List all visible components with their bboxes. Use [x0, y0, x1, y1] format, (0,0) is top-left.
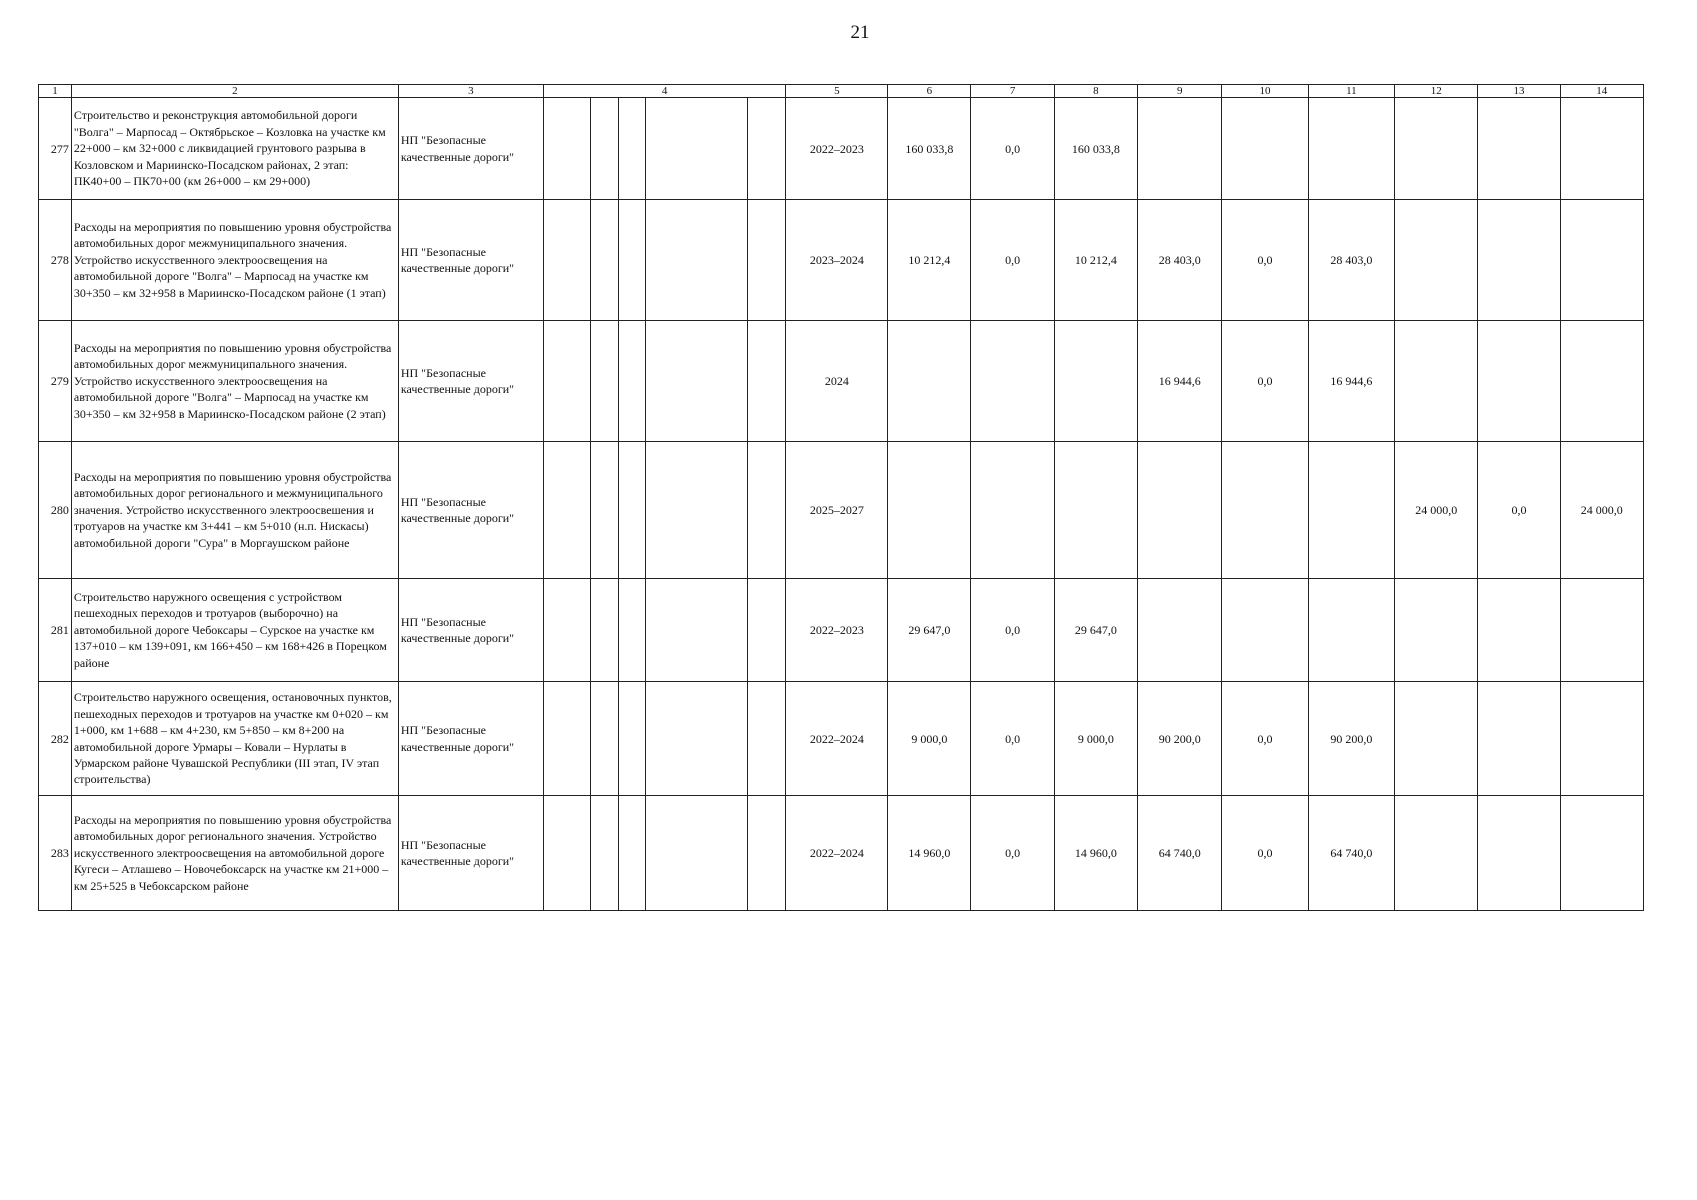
row-period: 2023–2024: [786, 200, 888, 321]
value-cell-c11: 28 403,0: [1308, 200, 1394, 321]
column-header: 7: [971, 85, 1054, 98]
column-header: 9: [1138, 85, 1222, 98]
value-cell-c8: 9 000,0: [1054, 682, 1137, 796]
row-number: 277: [39, 98, 72, 200]
column-4-subcell: [591, 321, 619, 442]
value-cell-c12: [1395, 200, 1478, 321]
column-header: 3: [398, 85, 543, 98]
value-cell-c11: [1308, 579, 1394, 682]
value-cell-c11: [1308, 442, 1394, 579]
value-cell-c10: 0,0: [1222, 321, 1308, 442]
value-cell-c8: 14 960,0: [1054, 796, 1137, 911]
row-number: 278: [39, 200, 72, 321]
row-organization: НП "Безопасные качественные дороги": [398, 98, 543, 200]
value-cell-c8: 160 033,8: [1054, 98, 1137, 200]
row-description: Расходы на мероприятия по повышению уровня обустройства автомобильных дорог регионального и межмуниципального значения. Устройство искусственного электроосвешения и тротуаров на участке км 3+441 – км 5+010 (н.п. Нискасы) автомобильной дороги "Сура" в Моргаушском районе: [71, 442, 398, 579]
row-number: 280: [39, 442, 72, 579]
column-4-subcell: [591, 579, 619, 682]
value-cell-c14: [1560, 682, 1643, 796]
value-cell-c12: [1395, 321, 1478, 442]
value-cell-c13: [1478, 579, 1560, 682]
value-cell-c11: [1308, 98, 1394, 200]
column-4-subcell: [543, 98, 590, 200]
column-4-subcell: [645, 682, 748, 796]
table-row: [39, 442, 1644, 579]
column-4-subcell: [543, 796, 590, 911]
column-4-subcell: [591, 682, 619, 796]
value-cell-c13: [1478, 321, 1560, 442]
column-header: 13: [1478, 85, 1560, 98]
column-4-subcell: [645, 98, 748, 200]
column-4-subcell: [618, 321, 645, 442]
value-cell-c10: 0,0: [1222, 682, 1308, 796]
value-cell-c9: [1138, 442, 1222, 579]
row-description: Расходы на мероприятия по повышению уровня обустройства автомобильных дорог межмуниципального значения. Устройство искусственного электроосвещения на автомобильной дороге "Волга" – Марпосад на участке км 30+350 – км 32+958 в Мариинско-Посадском районе (1 этап): [71, 200, 398, 321]
row-period: 2022–2023: [786, 98, 888, 200]
value-cell-c9: 16 944,6: [1138, 321, 1222, 442]
column-header-row: [39, 85, 1644, 98]
row-description: Расходы на мероприятия по повышению уровня обустройства автомобильных дорог регионального значения. Устройство искусственного электроосвещения на автомобильной дороге Кугеси – Атлашево – Новочебоксарск на участке км 21+000 – км 25+525 в Чебоксарском районе: [71, 796, 398, 911]
table-row: [39, 321, 1644, 442]
value-cell-c7: 0,0: [971, 200, 1054, 321]
column-4-subcell: [591, 98, 619, 200]
column-4-subcell: [748, 682, 786, 796]
value-cell-c7: 0,0: [971, 682, 1054, 796]
row-number: 282: [39, 682, 72, 796]
row-organization: НП "Безопасные качественные дороги": [398, 200, 543, 321]
value-cell-c12: [1395, 682, 1478, 796]
column-4-subcell: [645, 200, 748, 321]
column-4-subcell: [618, 682, 645, 796]
row-organization: НП "Безопасные качественные дороги": [398, 682, 543, 796]
value-cell-c14: [1560, 796, 1643, 911]
value-cell-c6: [888, 442, 971, 579]
value-cell-c13: 0,0: [1478, 442, 1560, 579]
value-cell-c6: 10 212,4: [888, 200, 971, 321]
table-row: [39, 98, 1644, 200]
row-number: 279: [39, 321, 72, 442]
row-period: 2022–2023: [786, 579, 888, 682]
column-header: 10: [1222, 85, 1308, 98]
column-4-subcell: [618, 98, 645, 200]
column-4-subcell: [748, 321, 786, 442]
column-header: 14: [1560, 85, 1643, 98]
value-cell-c7: 0,0: [971, 98, 1054, 200]
value-cell-c7: 0,0: [971, 579, 1054, 682]
value-cell-c9: 64 740,0: [1138, 796, 1222, 911]
column-header: 1: [39, 85, 72, 98]
column-4-subcell: [645, 321, 748, 442]
value-cell-c8: 10 212,4: [1054, 200, 1137, 321]
row-description: Строительство наружного освещения с устройством пешеходных переходов и тротуаров (выборочно) на автомобильной дороге Чебоксары – Сурское на участке км 137+010 – км 139+091, км 166+450 – км 168+426 в Порецком районе: [71, 579, 398, 682]
row-organization: НП "Безопасные качественные дороги": [398, 321, 543, 442]
row-organization: НП "Безопасные качественные дороги": [398, 579, 543, 682]
column-4-subcell: [618, 442, 645, 579]
value-cell-c8: [1054, 321, 1137, 442]
value-cell-c8: 29 647,0: [1054, 579, 1137, 682]
value-cell-c10: [1222, 442, 1308, 579]
column-4-subcell: [543, 579, 590, 682]
row-number: 283: [39, 796, 72, 911]
value-cell-c14: [1560, 321, 1643, 442]
value-cell-c14: [1560, 98, 1643, 200]
value-cell-c9: 28 403,0: [1138, 200, 1222, 321]
column-4-subcell: [748, 796, 786, 911]
row-number: 281: [39, 579, 72, 682]
value-cell-c7: [971, 321, 1054, 442]
value-cell-c12: 24 000,0: [1395, 442, 1478, 579]
table-row: [39, 682, 1644, 796]
value-cell-c8: [1054, 442, 1137, 579]
column-4-subcell: [645, 579, 748, 682]
table-row: [39, 579, 1644, 682]
column-4-subcell: [543, 321, 590, 442]
column-4-subcell: [591, 200, 619, 321]
column-header: 6: [888, 85, 971, 98]
row-period: 2024: [786, 321, 888, 442]
column-4-subcell: [618, 579, 645, 682]
row-description: Строительство и реконструкция автомобильной дороги "Волга" – Марпосад – Октябрьское – Козловка на участке км 22+000 – км 32+000 с ликвидацией грунтового разрыва в Козловском и Мариинско-Посадском районах, 2 этап: ПК40+00 – ПК70+00 (км 26+000 – км 29+000): [71, 98, 398, 200]
column-4-subcell: [591, 796, 619, 911]
column-header: 4: [543, 85, 786, 98]
value-cell-c13: [1478, 682, 1560, 796]
column-header: 11: [1308, 85, 1394, 98]
row-description: Расходы на мероприятия по повышению уровня обустройства автомобильных дорог межмуниципального значения. Устройство искусственного электроосвещения на автомобильной дороге "Волга" – Марпосад на участке км 30+350 – км 32+958 в Мариинско-Посадском районе (2 этап): [71, 321, 398, 442]
value-cell-c6: 14 960,0: [888, 796, 971, 911]
value-cell-c14: [1560, 579, 1643, 682]
table-row: [39, 200, 1644, 321]
column-4-subcell: [748, 200, 786, 321]
row-period: 2022–2024: [786, 796, 888, 911]
value-cell-c12: [1395, 579, 1478, 682]
value-cell-c11: 64 740,0: [1308, 796, 1394, 911]
value-cell-c10: 0,0: [1222, 200, 1308, 321]
value-cell-c9: 90 200,0: [1138, 682, 1222, 796]
row-period: 2025–2027: [786, 442, 888, 579]
value-cell-c6: [888, 321, 971, 442]
value-cell-c14: [1560, 200, 1643, 321]
row-organization: НП "Безопасные качественные дороги": [398, 442, 543, 579]
value-cell-c7: [971, 442, 1054, 579]
column-4-subcell: [618, 796, 645, 911]
column-header: 2: [71, 85, 398, 98]
column-4-subcell: [748, 98, 786, 200]
value-cell-c6: 9 000,0: [888, 682, 971, 796]
column-header: 5: [786, 85, 888, 98]
row-description: Строительство наружного освещения, остановочных пунктов, пешеходных переходов и тротуаров на участке км 0+020 – км 1+000, км 1+688 – км 4+230, км 5+850 – км 8+200 на автомобильной дороге Урмары – Ковали – Нурлаты в Урмарском районе Чувашской Республики (III этап, IV этап строительства): [71, 682, 398, 796]
value-cell-c11: 90 200,0: [1308, 682, 1394, 796]
column-4-subcell: [591, 442, 619, 579]
column-4-subcell: [543, 442, 590, 579]
column-4-subcell: [618, 200, 645, 321]
value-cell-c14: 24 000,0: [1560, 442, 1643, 579]
value-cell-c9: [1138, 98, 1222, 200]
column-4-subcell: [748, 442, 786, 579]
value-cell-c10: [1222, 98, 1308, 200]
budget-table: [38, 84, 1644, 911]
value-cell-c10: 0,0: [1222, 796, 1308, 911]
row-period: 2022–2024: [786, 682, 888, 796]
column-4-subcell: [645, 442, 748, 579]
value-cell-c12: [1395, 98, 1478, 200]
value-cell-c7: 0,0: [971, 796, 1054, 911]
column-header: 12: [1395, 85, 1478, 98]
value-cell-c6: 29 647,0: [888, 579, 971, 682]
value-cell-c11: 16 944,6: [1308, 321, 1394, 442]
column-header: 8: [1054, 85, 1137, 98]
value-cell-c13: [1478, 200, 1560, 321]
value-cell-c10: [1222, 579, 1308, 682]
value-cell-c9: [1138, 579, 1222, 682]
table-row: [39, 796, 1644, 911]
page-number: 21: [850, 22, 870, 43]
column-4-subcell: [543, 682, 590, 796]
value-cell-c12: [1395, 796, 1478, 911]
row-organization: НП "Безопасные качественные дороги": [398, 796, 543, 911]
value-cell-c13: [1478, 98, 1560, 200]
column-4-subcell: [748, 579, 786, 682]
column-4-subcell: [645, 796, 748, 911]
value-cell-c13: [1478, 796, 1560, 911]
column-4-subcell: [543, 200, 590, 321]
value-cell-c6: 160 033,8: [888, 98, 971, 200]
